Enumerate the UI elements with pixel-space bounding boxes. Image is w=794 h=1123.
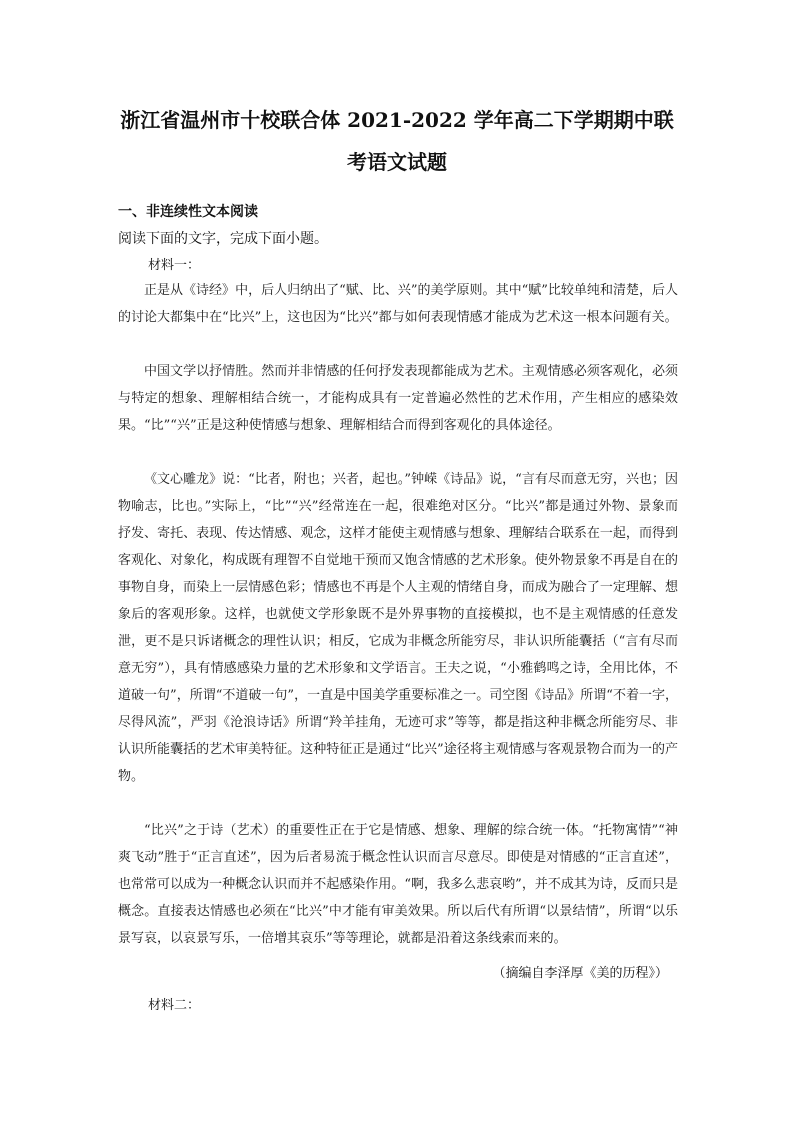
paragraph-3: 《文心雕龙》说：“比者，附也；兴者，起也。”钟嵘《诗品》说，“言有尽而意无穷，兴也；因物喻志，比也。”实际上，“比”“兴”经常连在一起，很难绝对区分。“比兴”都是通过外物、景象而抒发、寄托、表现、传达情感、观念，这样才能使主观情感与想象、理解结合联系在一起，而得到客观化、对象化，构成既有理智不自觉地干预而又饱含情感的艺术形象。使外物景象不再是自在的事物自身，而染上一层情感色彩；情感也不再是个人主观的情绪自身，而成为融合了一定理解、想象后的客观形象。这样，也就使文学形象既不是外界事物的直接模拟，也不是主观情感的任意发泄，更不是只诉诸概念的理性认识；相反，它成为非概念所能穷尽，非认识所能囊括（“言有尽而意无穷”），具有情感感染力量的艺术形象和文学语言。王夫之说，“小雅鹤鸣之诗，全用比体，不道破一句”，所谓“不道破一句”，一直是中国美学重要标准之一。司空图《诗品》所谓“不着一字，尽得风流”，严羽《沧浪诗话》所谓“羚羊挂角，无迹可求”等等，都是指这种非概念所能穷尽、非认识所能囊括的艺术审美特征。这种特征正是通过“比兴”途径将主观情感与客观景物合而为一的产物。	[118, 472, 678, 784]
paragraph-1: 正是从《诗经》中，后人归纳出了“赋、比、兴”的美学原则。其中“赋”比较单纯和清楚，后人的讨论大都集中在“比兴”上，这也因为“比兴”都与如何表现情感才能成为艺术这一根本问题有关。	[118, 283, 678, 325]
material1-label: 材料一：	[148, 258, 201, 273]
source-citation: （摘编自李泽厚《美的历程》）	[492, 966, 668, 981]
paragraph-4: “比兴”之于诗（艺术）的重要性正在于它是情感、想象、理解的综合统一体。“托物寓情”“神爽飞动”胜于“正言直述”，因为后者易流于概念性认识而言尽意尽。即使是对情感的“正言直述”，也常常可以成为一种概念认识而并不起感染作用。“啊，我多么悲哀哟”，并不成其为诗，反而只是概念。直接表达情感也必须在“比兴”中才能有审美效果。所以后代有所谓“以景结情”，所谓“以乐景写哀，以哀景写乐，一倍增其哀乐”等等理论，就都是沿着这条线索而来的。	[118, 823, 678, 946]
document-title-line2: 考语文试题	[347, 150, 447, 174]
material2-label: 材料二：	[148, 998, 201, 1013]
document-title-line1: 浙江省温州市十校联合体 2021-2022 学年高二下学期期中联	[120, 108, 674, 132]
paragraph-2: 中国文学以抒情胜。然而并非情感的任何抒发表现都能成为艺术。主观情感必须客观化，必须与特定的想象、理解相结合统一，才能构成具有一定普遍必然性的艺术作用，产生相应的感染效果。“比”“兴”正是这种使情感与想象、理解相结合而得到客观化的具体途径。	[118, 364, 678, 433]
reading-instruction: 阅读下面的文字，完成下面小题。	[118, 231, 328, 247]
section-heading: 一、非连续性文本阅读	[118, 204, 258, 220]
